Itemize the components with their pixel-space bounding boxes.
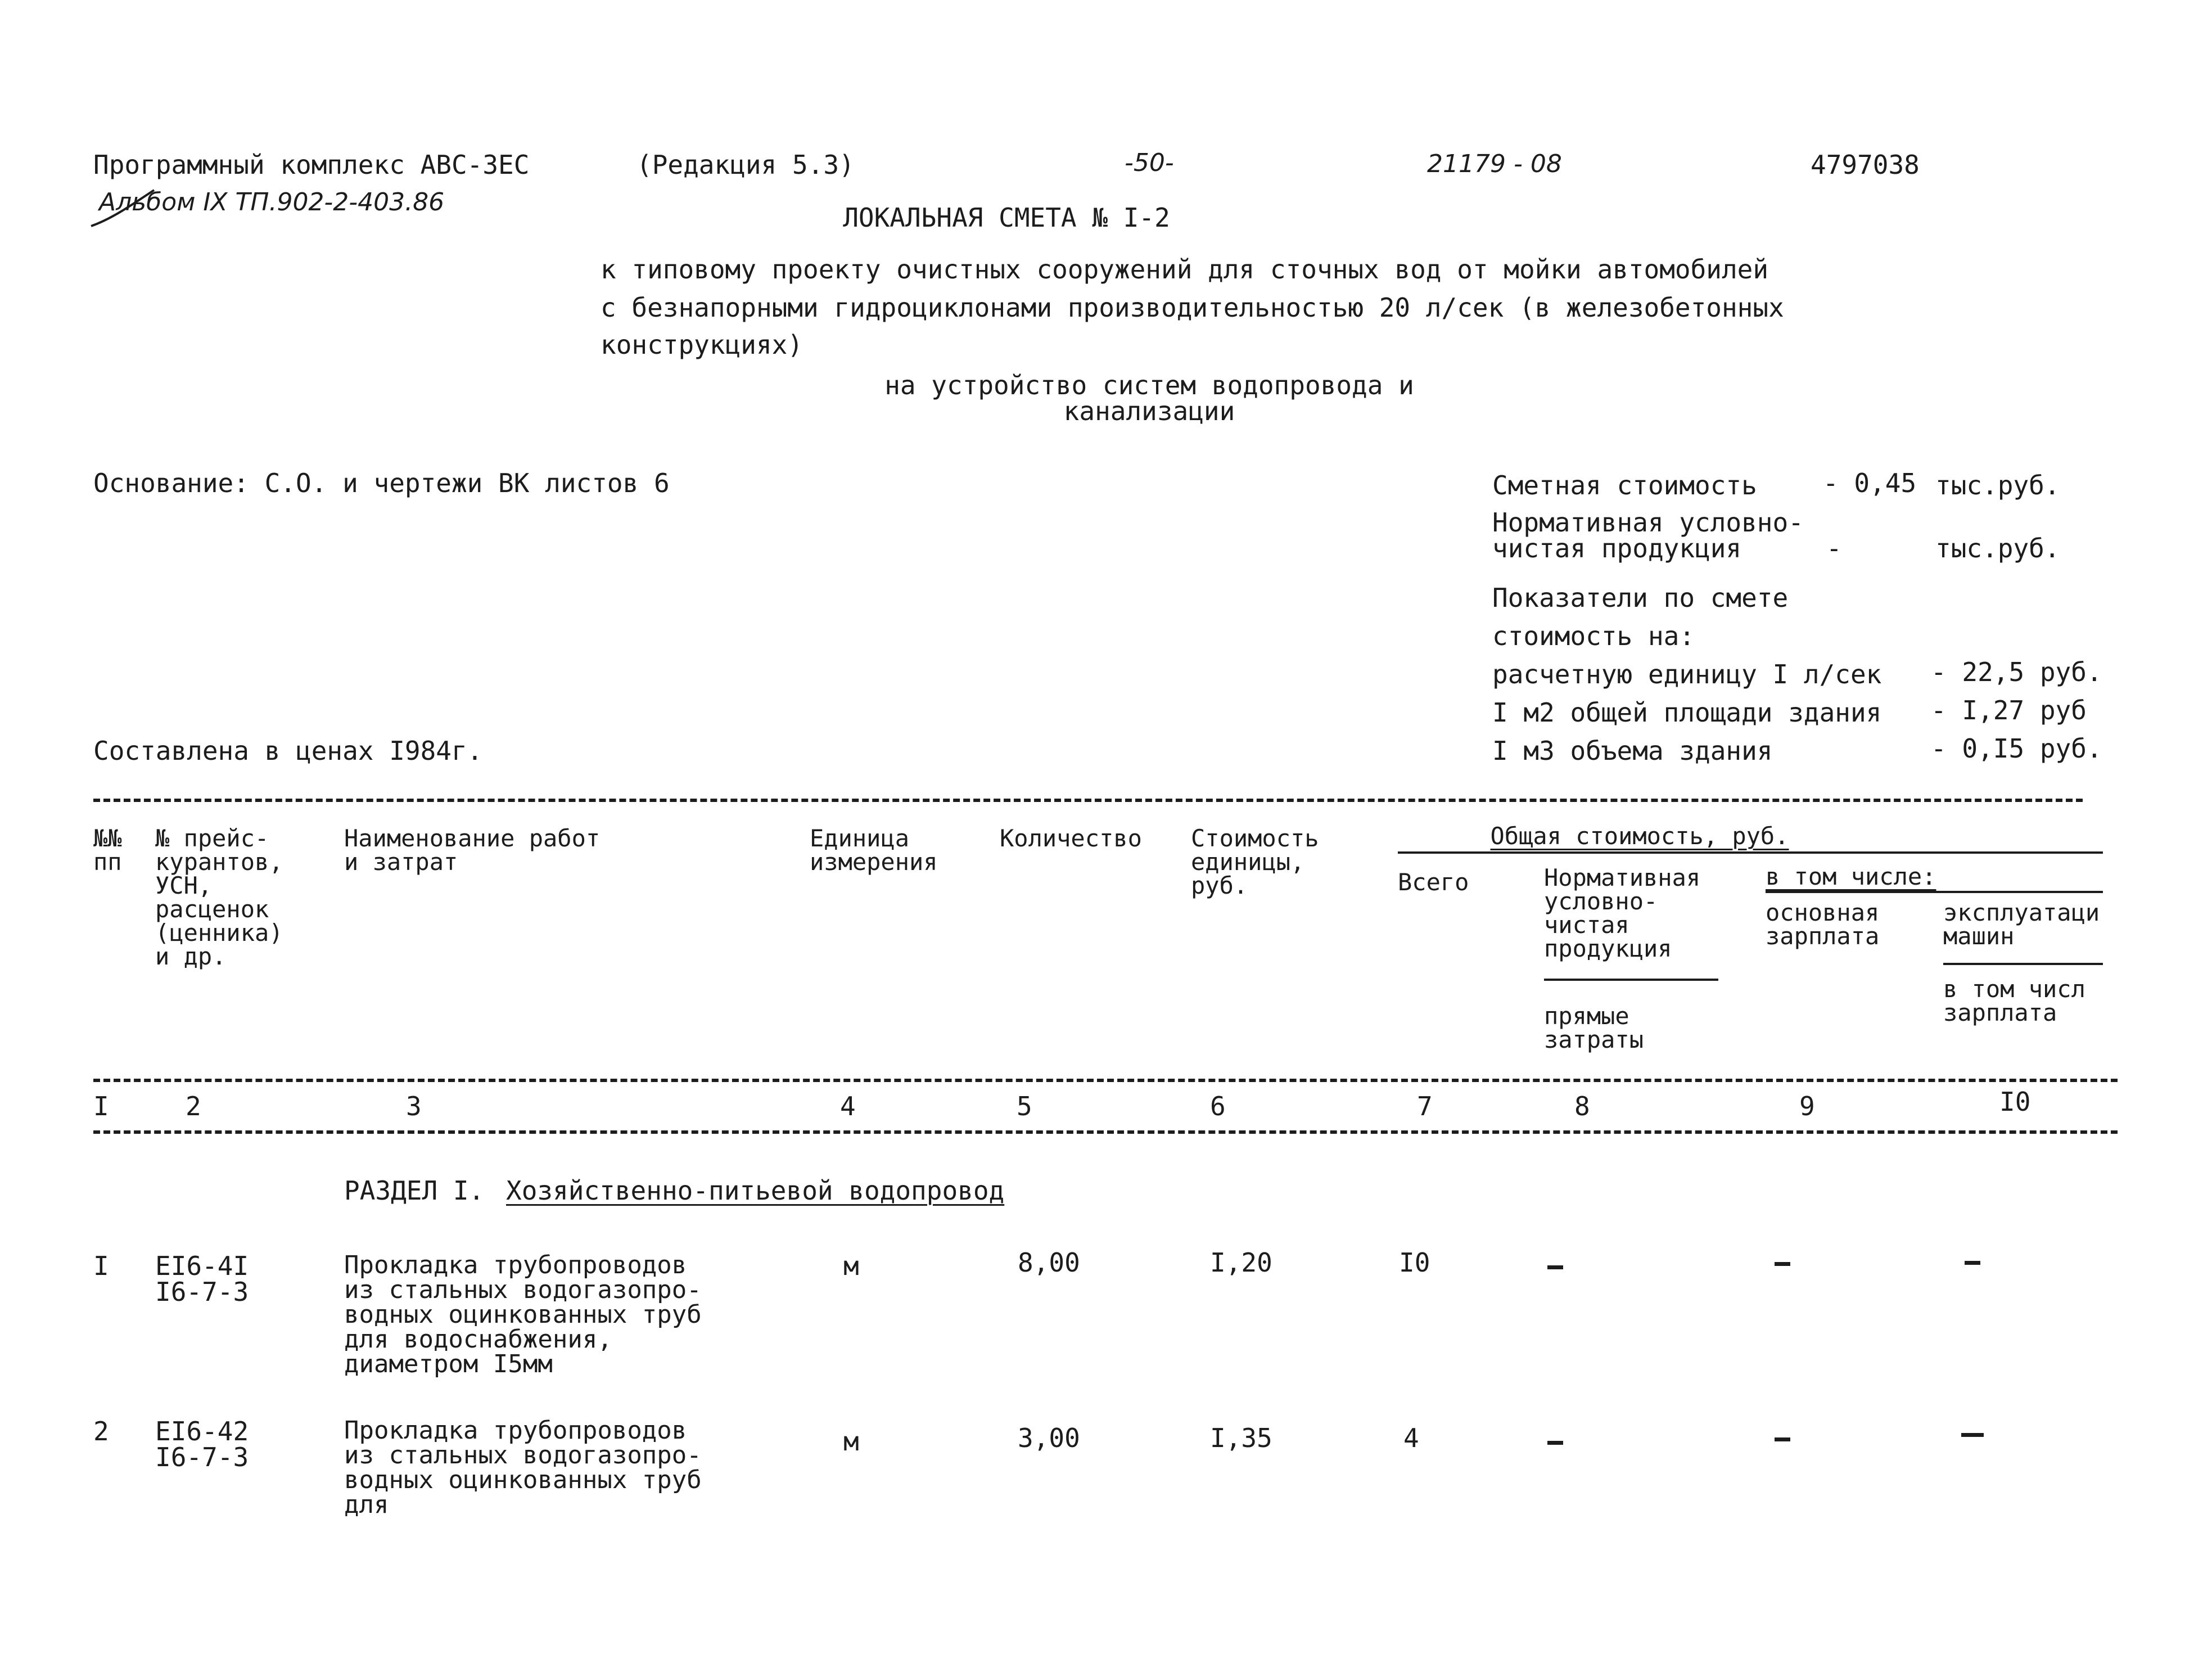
header-base-salary: основная зарплата	[1766, 899, 1880, 950]
row-1-quantity: 8,00	[1018, 1247, 1080, 1278]
section-prefix: РАЗДЕЛ I.	[344, 1175, 485, 1206]
header-work-name: Наименование работ и затрат	[344, 824, 601, 876]
indicators-label-2: стоимость на:	[1492, 621, 1695, 651]
page-number: -50-	[1125, 148, 1174, 177]
row-2-name: Прокладка трубопроводов из стальных водогазопро- водных оцинкованных труб для	[344, 1416, 702, 1519]
header-incl-group: в том числе:	[1766, 863, 1936, 890]
handwritten-stroke	[88, 186, 161, 231]
row-1-normative-empty	[1547, 1265, 1563, 1269]
row-1-unit-cost: I,20	[1210, 1247, 1272, 1278]
document-number: 4797038	[1811, 150, 1920, 180]
header-total-group: Общая стоимость, руб.	[1490, 822, 1789, 850]
normative-value: -	[1826, 533, 1842, 564]
normative-unit: тыс.руб.	[1935, 533, 2060, 564]
column-numbers-top-rule	[93, 1079, 2118, 1082]
incl-group-rule	[1766, 891, 2103, 893]
row-1-total: I0	[1399, 1247, 1430, 1278]
cost-unit: тыс.руб.	[1935, 470, 2060, 501]
header-price-code: № прейс- курантов, УСН, расценок (ценника) и др.	[155, 824, 283, 970]
header-unit: Единица измерения	[810, 824, 938, 876]
normative-label-2: чистая продукция	[1492, 533, 1742, 564]
total-group-rule	[1398, 851, 2103, 854]
column-number-4: 4	[840, 1091, 856, 1121]
row-2-unit-cost: I,35	[1210, 1423, 1272, 1453]
row-1-number: I	[93, 1251, 109, 1281]
row-2-machine-empty	[1961, 1433, 1984, 1437]
document-code: 21179 - 08	[1427, 150, 1562, 178]
header-machine-salary: в том числ зарплата	[1943, 975, 2085, 1026]
basis: Основание: С.О. и чертежи ВК листов 6	[93, 468, 670, 498]
column-number-3: 3	[406, 1091, 422, 1121]
column-number-6: 6	[1210, 1091, 1226, 1121]
row-1-salary-empty	[1775, 1262, 1790, 1266]
row-2-unit: м	[843, 1426, 859, 1457]
column-number-7: 7	[1417, 1091, 1433, 1121]
row-2-total: 4	[1403, 1423, 1419, 1453]
purpose-line-1: на устройство систем водопровода и	[884, 370, 1414, 400]
row-2-normative-empty	[1547, 1441, 1563, 1445]
cost-value: - 0,45	[1823, 468, 1917, 498]
prices-year: Составлена в ценах I984г.	[93, 736, 483, 766]
column-number-2: 2	[186, 1091, 201, 1121]
column-numbers-bottom-rule	[93, 1130, 2118, 1134]
header-machine-operation: эксплуатаци машин	[1943, 899, 2100, 950]
column-number-5: 5	[1017, 1091, 1032, 1121]
indicators-label-1: Показатели по смете	[1492, 583, 1789, 613]
column-number-9: 9	[1799, 1091, 1815, 1121]
row-1-name: Прокладка трубопроводов из стальных водогазопро- водных оцинкованных труб для водоснабжения, диаметром I5мм	[344, 1251, 702, 1378]
row-2-code: EI6-42 I6-7-3	[155, 1416, 249, 1472]
normative-label-1: Нормативная условно-	[1492, 507, 1804, 538]
table-top-rule	[93, 799, 2083, 802]
subject-line-1: к типовому проекту очистных сооружений для сточных вод от мойки автомобилей	[601, 254, 1769, 285]
machine-rule	[1943, 963, 2103, 965]
estimate-title: ЛОКАЛЬНАЯ СМЕТА № I-2	[843, 202, 1170, 233]
row-1-unit: м	[843, 1251, 859, 1281]
edition: (Редакция 5.3)	[636, 150, 855, 180]
per-unit-label: расчетную единицу I л/сек	[1492, 659, 1882, 689]
album-reference: Альбом IX ТП.902-2-403.86	[99, 188, 445, 217]
purpose-line-2: канализации	[1063, 396, 1235, 426]
header-quantity: Количество	[1000, 824, 1142, 852]
program-name: Программный комплекс АВС-3ЕС	[93, 150, 530, 180]
header-unit-cost: Стоимость единицы, руб.	[1191, 824, 1319, 899]
header-total: Всего	[1398, 868, 1469, 896]
header-direct-costs: прямые затраты	[1544, 1002, 1644, 1053]
row-1-machine-empty	[1965, 1261, 1980, 1265]
header-normative: Нормативная условно- чистая продукция	[1544, 864, 1701, 962]
row-2-number: 2	[93, 1416, 109, 1446]
column-number-10: I0	[1999, 1087, 2031, 1117]
per-m2-label: I м2 общей площади здания	[1492, 697, 1882, 728]
per-m3-value: - 0,I5 руб.	[1931, 733, 2102, 764]
per-m3-label: I м3 объема здания	[1492, 736, 1773, 766]
per-unit-value: - 22,5 руб.	[1931, 657, 2102, 687]
column-number-1: I	[93, 1091, 109, 1121]
header-row-number: №№ пп	[93, 824, 122, 876]
subject-line-2: с безнапорными гидроциклонами производительностью 20 л/сек (в железобетонных	[601, 292, 1784, 323]
row-2-salary-empty	[1775, 1437, 1790, 1441]
column-number-8: 8	[1574, 1091, 1590, 1121]
per-m2-value: - I,27 руб	[1931, 695, 2087, 725]
row-1-code: EI6-4I I6-7-3	[155, 1251, 249, 1307]
row-2-quantity: 3,00	[1018, 1423, 1080, 1453]
section-title: Хозяйственно-питьевой водопровод	[506, 1175, 1005, 1206]
normative-rule	[1544, 979, 1718, 981]
subject-line-3: конструкциях)	[601, 330, 803, 360]
cost-label: Сметная стоимость	[1492, 470, 1757, 501]
